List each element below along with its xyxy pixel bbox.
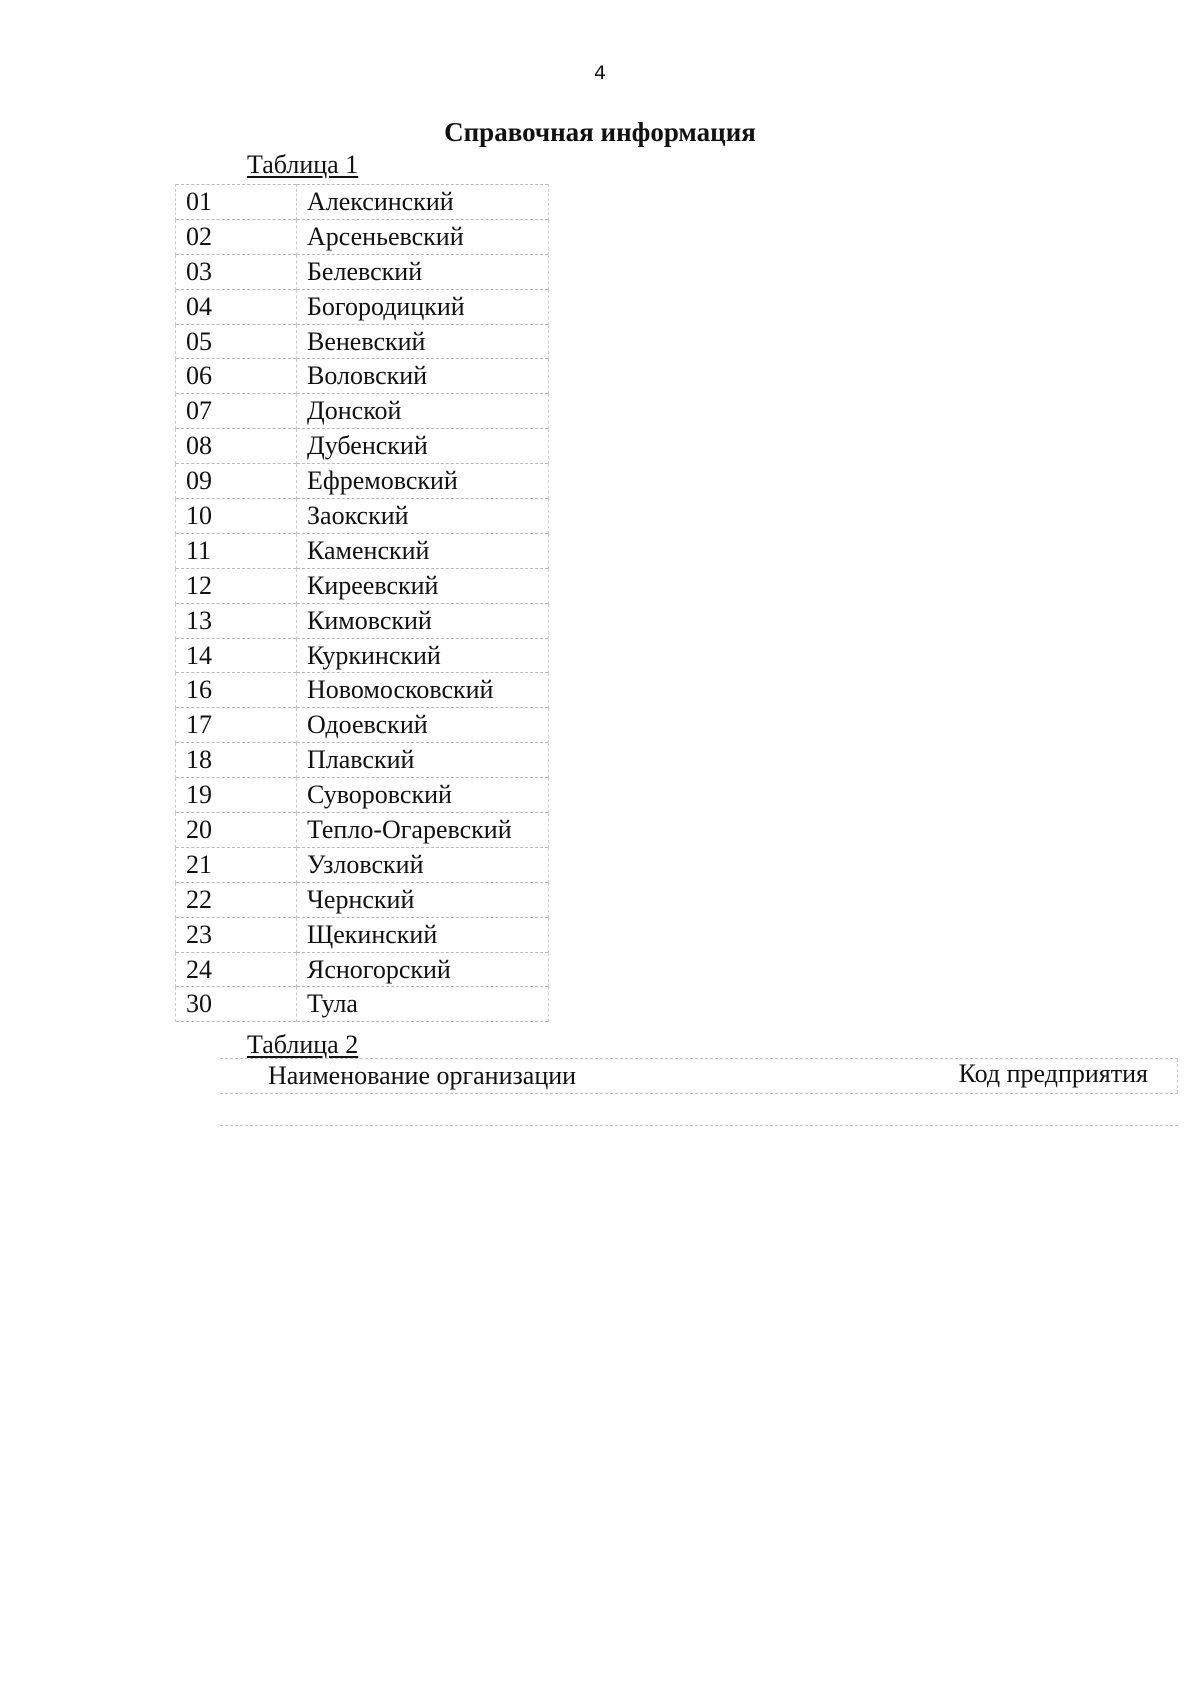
table-row — [176, 952, 549, 987]
district-code: 23 — [176, 917, 297, 952]
table-row — [176, 603, 549, 638]
district-name: Тула — [297, 987, 549, 1022]
district-code: 04 — [176, 289, 297, 324]
document-title: Справочная информация — [444, 117, 756, 147]
page-number: 4 — [593, 62, 607, 84]
district-name: Богородицкий — [297, 289, 549, 324]
district-code: 12 — [176, 568, 297, 603]
district-code: 09 — [176, 464, 297, 499]
district-code: 13 — [176, 603, 297, 638]
district-name: Белевский — [297, 254, 549, 289]
district-name: Куркинский — [297, 638, 549, 673]
table-row — [176, 778, 549, 813]
district-code: 07 — [176, 394, 297, 429]
district-name: Киреевский — [297, 568, 549, 603]
table-row — [176, 359, 549, 394]
district-code: 02 — [176, 219, 297, 254]
district-name: Чернский — [297, 882, 549, 917]
table-row — [176, 289, 549, 324]
district-code: 17 — [176, 708, 297, 743]
table-row — [176, 882, 549, 917]
districts-table-body — [176, 185, 549, 1022]
table-row — [176, 464, 549, 499]
district-name: Ефремовский — [297, 464, 549, 499]
district-code: 05 — [176, 324, 297, 359]
table-row — [176, 429, 549, 464]
district-name: Донской — [297, 394, 549, 429]
table-row — [176, 987, 549, 1022]
district-name: Одоевский — [297, 708, 549, 743]
district-code: 22 — [176, 882, 297, 917]
district-code: 11 — [176, 533, 297, 568]
districts-table — [175, 184, 549, 1022]
organization-name-header: Наименование организации — [268, 1061, 577, 1090]
district-code: 10 — [176, 499, 297, 534]
district-code: 06 — [176, 359, 297, 394]
table-row — [176, 254, 549, 289]
table-2-empty-row-rule — [220, 1125, 1178, 1126]
district-name: Алексинский — [297, 185, 549, 220]
table-row — [176, 219, 549, 254]
district-name: Плавский — [297, 743, 549, 778]
district-name: Арсеньевский — [297, 219, 549, 254]
table-row — [176, 499, 549, 534]
table-1-caption: Таблица 1 — [247, 150, 359, 179]
table-row — [176, 708, 549, 743]
table-row — [176, 673, 549, 708]
district-code: 08 — [176, 429, 297, 464]
district-name: Новомосковский — [297, 673, 549, 708]
district-name: Тепло-Огаревский — [297, 813, 549, 848]
district-code: 18 — [176, 743, 297, 778]
table-row — [176, 638, 549, 673]
district-code: 01 — [176, 185, 297, 220]
district-name: Суворовский — [297, 778, 549, 813]
table-row — [176, 394, 549, 429]
district-code: 20 — [176, 813, 297, 848]
district-code: 16 — [176, 673, 297, 708]
district-name: Щекинский — [297, 917, 549, 952]
district-code: 30 — [176, 987, 297, 1022]
table-row — [176, 847, 549, 882]
district-name: Узловский — [297, 847, 549, 882]
district-code: 14 — [176, 638, 297, 673]
table-2-caption: Таблица 2 — [247, 1030, 359, 1059]
column-divider — [1177, 1059, 1178, 1093]
district-name: Ясногорский — [297, 952, 549, 987]
table-2-header — [220, 1058, 1178, 1094]
district-code: 21 — [176, 847, 297, 882]
table-row — [176, 568, 549, 603]
district-code: 24 — [176, 952, 297, 987]
table-row — [176, 533, 549, 568]
table-row — [176, 185, 549, 220]
district-name: Заокский — [297, 499, 549, 534]
table-row — [176, 813, 549, 848]
district-name: Воловский — [297, 359, 549, 394]
district-name: Дубенский — [297, 429, 549, 464]
district-name: Кимовский — [297, 603, 549, 638]
district-name: Каменский — [297, 533, 549, 568]
district-code: 03 — [176, 254, 297, 289]
district-code: 19 — [176, 778, 297, 813]
table-row — [176, 917, 549, 952]
table-row — [176, 743, 549, 778]
district-name: Веневский — [297, 324, 549, 359]
table-row — [176, 324, 549, 359]
enterprise-code-header: Код предприятия — [958, 1059, 1148, 1088]
